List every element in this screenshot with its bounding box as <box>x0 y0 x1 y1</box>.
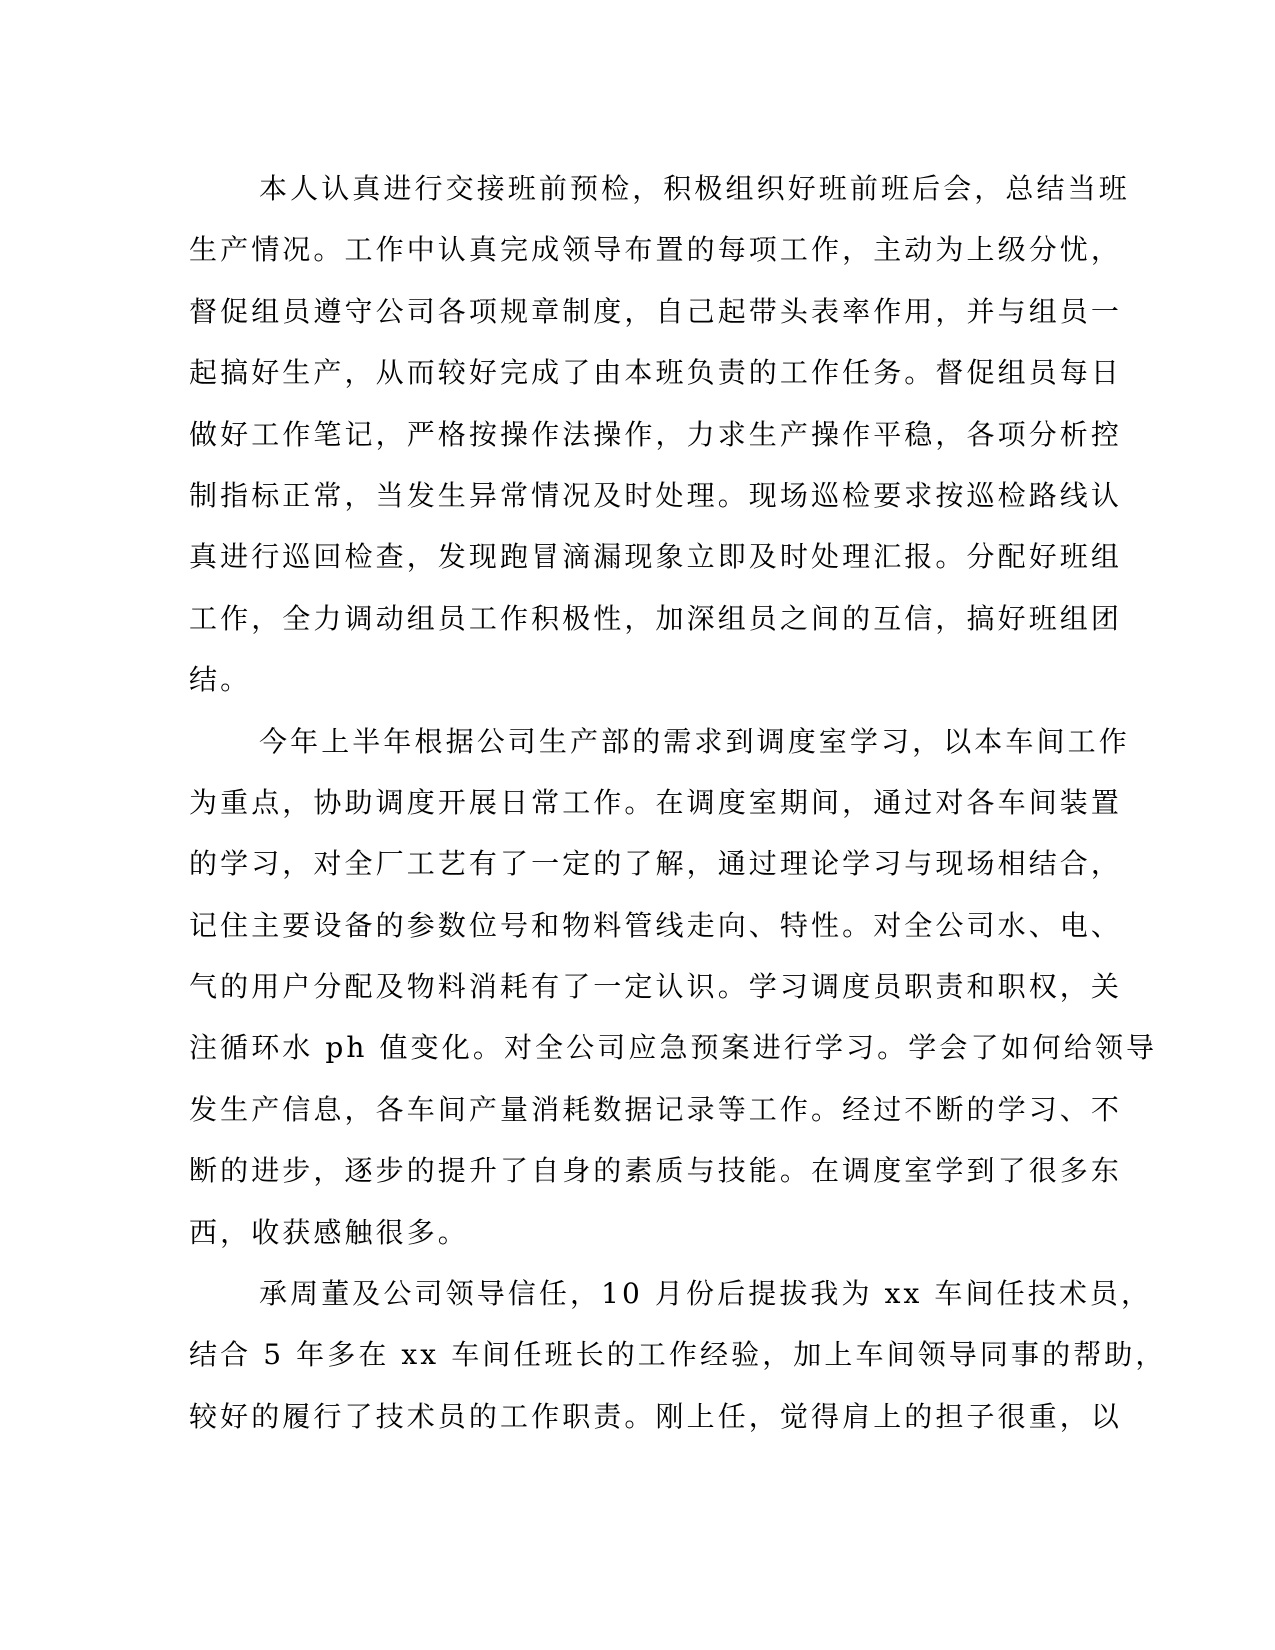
paragraph-1-line-9: 结。 <box>189 663 252 697</box>
paragraph-1-line-6: 制指标正常，当发生异常情况及时处理。现场巡检要求按巡检路线认 <box>189 478 1123 512</box>
paragraph-1-line-7: 真进行巡回检查，发现跑冒滴漏现象立即及时处理汇报。分配好班组 <box>189 540 1123 574</box>
paragraph-2-line-9: 西，收获感触很多。 <box>189 1215 469 1249</box>
paragraph-1-line-1: 本人认真进行交接班前预检，积极组织好班前班后会，总结当班 <box>259 172 1130 205</box>
paragraph-1-line-4: 起搞好生产，从而较好完成了由本班负责的工作任务。督促组员每日 <box>189 356 1123 390</box>
paragraph-2-line-7: 发生产信息，各车间产量消耗数据记录等工作。经过不断的学习、不 <box>189 1092 1123 1126</box>
paragraph-1-line-8: 工作，全力调动组员工作积极性，加深组员之间的互信，搞好班组团 <box>189 601 1123 635</box>
paragraph-2-line-8: 断的进步，逐步的提升了自身的素质与技能。在调度室学到了很多东 <box>189 1154 1123 1188</box>
paragraph-2-line-5: 气的用户分配及物料消耗有了一定认识。学习调度员职责和职权，关 <box>189 970 1123 1004</box>
paragraph-3-line-3: 较好的履行了技术员的工作职责。刚上任，觉得肩上的担子很重，以 <box>189 1399 1123 1433</box>
paragraph-3-line-1: 承周董及公司领导信任，10 月份后提拔我为 xx 车间任技术员， <box>259 1277 1153 1311</box>
paragraph-2-line-6: 注循环水 ph 值变化。对全公司应急预案进行学习。学会了如何给领导 <box>189 1031 1158 1065</box>
paragraph-1-line-5: 做好工作笔记，严格按操作法操作，力求生产操作平稳，各项分析控 <box>189 417 1123 451</box>
paragraph-2-line-4: 记住主要设备的参数位号和物料管线走向、特性。对全公司水、电、 <box>189 908 1123 942</box>
paragraph-1-line-3: 督促组员遵守公司各项规章制度，自己起带头表率作用，并与组员一 <box>189 294 1123 328</box>
document-body <box>189 158 1167 1447</box>
paragraph-3-line-2: 结合 5 年多在 xx 车间任班长的工作经验，加上车间领导同事的帮助， <box>189 1338 1167 1372</box>
paragraph-1-line-2: 生产情况。工作中认真完成领导布置的每项工作，主动为上级分忧， <box>189 233 1123 267</box>
paragraph-2-line-3: 的学习，对全厂工艺有了一定的了解，通过理论学习与现场相结合， <box>189 847 1123 881</box>
paragraph-2-line-1: 今年上半年根据公司生产部的需求到调度室学习，以本车间工作 <box>259 724 1130 758</box>
paragraph-2-line-2: 为重点，协助调度开展日常工作。在调度室期间，通过对各车间装置 <box>189 785 1123 819</box>
